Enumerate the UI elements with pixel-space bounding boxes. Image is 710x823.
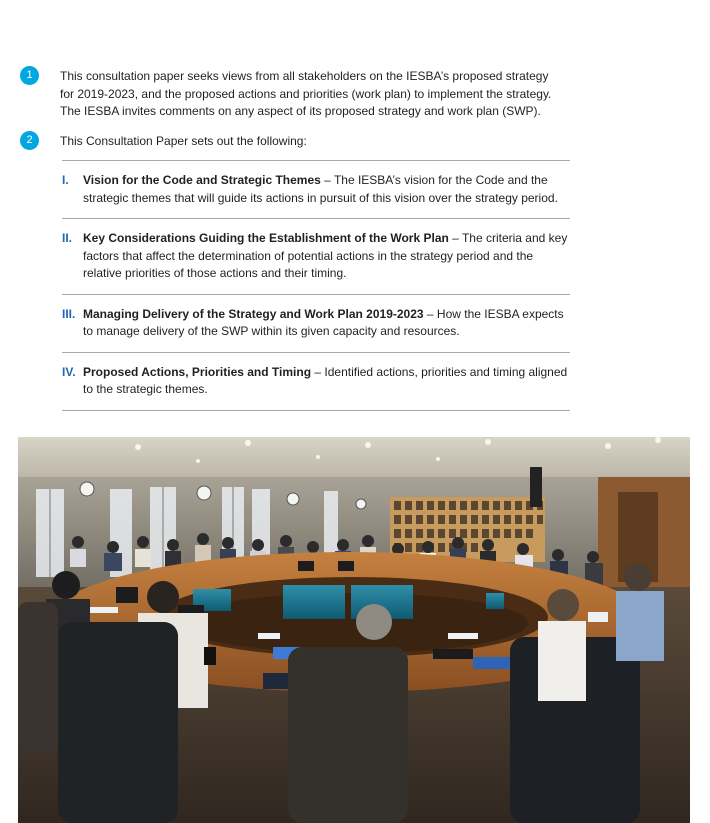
- contents-item-4: [62, 353, 570, 411]
- paragraph-text: This consultation paper seeks views from all stakeholders on the IESBA’s proposed strategy for 2019-2023, and the proposed actions and priorities (work plan) to implement the strategy. The IESBA invites comments on any aspect of its proposed strategy and work plan (SWP).: [60, 69, 552, 118]
- center-attendee: [356, 604, 392, 640]
- contents-item-3: [62, 295, 570, 353]
- meeting-photo: [18, 437, 690, 823]
- roman-numeral: II.: [62, 231, 73, 245]
- roman-numeral: IV.: [62, 364, 76, 379]
- paragraph-number-badge: 2: [20, 131, 39, 150]
- item-description: – How the IESBA expects to manage delivery of the SWP within its given capacity and resources.: [83, 306, 564, 338]
- item-description: – The criteria and key factors that affect the determination of potential actions in the strategy period and the relative priorities of those actions and their timing.: [83, 231, 568, 280]
- roman-numeral: I.: [62, 173, 69, 187]
- item-heading: Proposed Actions, Priorities and Timing: [83, 364, 312, 379]
- paragraph-number-badge: 1: [20, 66, 39, 85]
- item-heading: Vision for the Code and Strategic Themes: [83, 173, 321, 187]
- item-heading: Managing Delivery of the Strategy and Work Plan 2019-2023: [83, 306, 424, 321]
- contents-item-1: [62, 161, 570, 219]
- item-heading: Key Considerations Guiding the Establishment of the Work Plan: [83, 231, 449, 245]
- roman-numeral: III.: [62, 306, 76, 321]
- contents-list: [62, 160, 570, 411]
- item-description: – Identified actions, priorities and timing aligned to the strategic themes.: [83, 364, 568, 396]
- paragraph-text: This Consultation Paper sets out the following:: [60, 134, 307, 148]
- meeting-room-illustration: [18, 437, 690, 823]
- contents-item-2: [62, 219, 570, 295]
- item-description: – The IESBA’s vision for the Code and the strategic themes that will guide its actions in pursuit of this vision over the strategy period.: [83, 173, 558, 205]
